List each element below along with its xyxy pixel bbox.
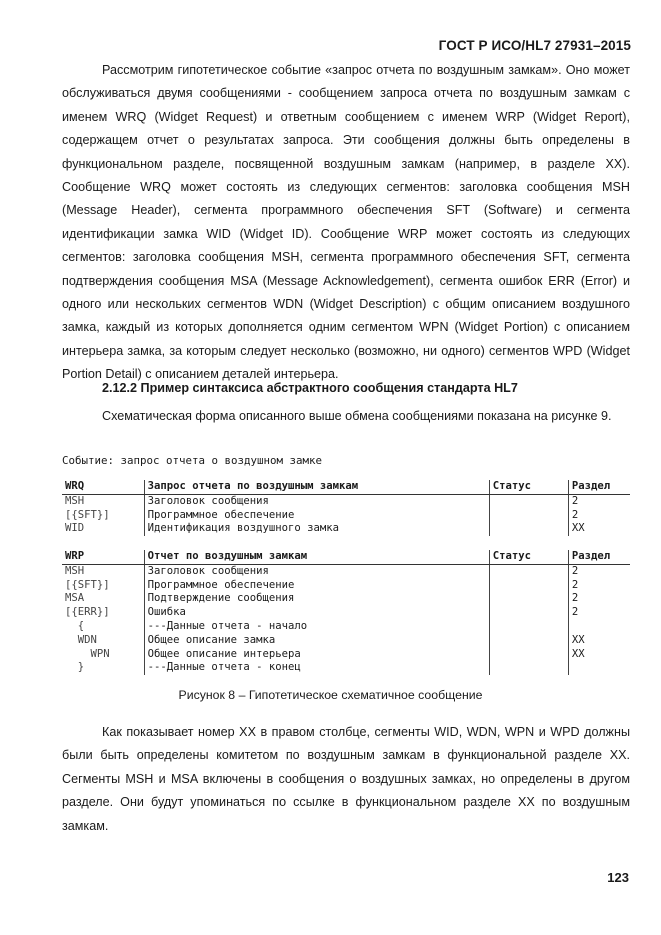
wrp-segment-table [62, 550, 630, 675]
segment-status [489, 661, 568, 675]
segment-code: MSH [65, 564, 85, 577]
segment-status [489, 620, 568, 634]
paragraph-conclusion: Как показывает номер XX в правом столбце, сегменты WID, WDN, WPN и WPD должны были быть определены комитетом по воздушным замкам в функциональной разделе XX. Сегменты MSH и MSA включены в сообщения о воздушных замках, но определены в другом разделе. Они будут упоминаться по ссылке в функциональном разделе XX по воздушным замкам. [62, 725, 630, 833]
segment-code: WDN [65, 633, 97, 646]
segment-status [489, 634, 568, 648]
segment-section: XX [568, 522, 630, 536]
segment-code: [{SFT}] [65, 578, 110, 591]
event-line: Событие: запрос отчета о воздушном замке [62, 454, 323, 467]
segment-description: Программное обеспечение [144, 579, 489, 593]
table-row [62, 592, 630, 606]
segment-status [489, 606, 568, 620]
header-cell: Раздел [568, 480, 630, 494]
segment-section: XX [568, 648, 630, 662]
segment-code: WPN [65, 647, 110, 660]
segment-code: [{ERR}] [65, 606, 110, 619]
table-row [62, 606, 630, 620]
document-header: ГОСТ Р ИСО/HL7 27931–2015 [438, 38, 631, 53]
figure-caption: Рисунок 8 – Гипотетическое схематичное сообщение [178, 688, 483, 702]
segment-description: Программное обеспечение [144, 509, 489, 523]
segment-section: 2 [568, 592, 630, 606]
section-heading: 2.12.2 Пример синтаксиса абстрактного сообщения стандарта HL7 [102, 381, 518, 395]
segment-code: MSA [65, 592, 85, 605]
segment-code: { [65, 619, 85, 632]
paragraph-intro: Рассмотрим гипотетическое событие «запрос отчета по воздушным замкам». Оно может обслуживаться двумя сообщениями - сообщением запроса отчета по воздушным замкам с именем WRQ (Widget Request) и ответным сообщением с именем WRP (Widget Report), содержащем отчет о результатах запроса. Эти сообщения должны быть определены в функциональном разделе, посвященной воздушным замкам (например, в разделе XX). Сообщение WRQ может состоять из следующих сегментов: заголовка сообщения MSH (Message Header), сегмента программного обеспечения SFT (Software) и сегмента идентификации замка WID (Widget ID). Сообщение WRP может состоять из следующих сегментов: заголовка сообщения MSH, сегмента программного обеспечения SFT, сегмента подтверждения сообщения MSA (Message Acknowledgement), сегмента ошибок ERR (Error) и одного или нескольких сегментов WDN (Widget Description) с общим описанием воздушного замка, каждый из которых дополняется одним сегментом WPN (Widget Portion) с описанием интерьера замка, за которым следует несколько (возможно, ни одного) сегментов WPD (Widget Portion Detail) с описанием деталей интерьера. [62, 63, 630, 382]
segment-description: Заголовок сообщения [144, 564, 489, 578]
wrq-segment-table [62, 480, 630, 536]
table-header-row [62, 550, 630, 564]
table-row [62, 564, 630, 578]
segment-status [489, 592, 568, 606]
table-row [62, 522, 630, 536]
table-row [62, 579, 630, 593]
table-row [62, 494, 630, 508]
header-cell: WRQ [62, 480, 144, 494]
table-row [62, 648, 630, 662]
segment-section: XX [568, 634, 630, 648]
segment-section [568, 620, 630, 634]
segment-code: WID [65, 522, 85, 535]
segment-description: Общее описание замка [144, 634, 489, 648]
table-row [62, 509, 630, 523]
segment-section: 2 [568, 509, 630, 523]
header-cell: Раздел [568, 550, 630, 564]
table-header-row [62, 480, 630, 494]
segment-description: Общее описание интерьера [144, 648, 489, 662]
segment-description: Подтверждение сообщения [144, 592, 489, 606]
table-row [62, 661, 630, 675]
table-row [62, 620, 630, 634]
table-row [62, 634, 630, 648]
segment-code: MSH [65, 494, 85, 507]
header-cell: Статус [489, 480, 568, 494]
segment-code: [{SFT}] [65, 508, 110, 521]
header-cell: Отчет по воздушным замкам [144, 550, 489, 564]
segment-section: 2 [568, 564, 630, 578]
segment-description: Ошибка [144, 606, 489, 620]
segment-description: ---Данные отчета - начало [144, 620, 489, 634]
segment-status [489, 564, 568, 578]
paragraph-figure-ref: Схематическая форма описанного выше обмена сообщениями показана на рисунке 9. [102, 409, 612, 423]
segment-section: 2 [568, 494, 630, 508]
segment-description: Заголовок сообщения [144, 494, 489, 508]
segment-status [489, 509, 568, 523]
segment-status [489, 579, 568, 593]
segment-status [489, 648, 568, 662]
header-cell: Статус [489, 550, 568, 564]
segment-status [489, 522, 568, 536]
page-number: 123 [607, 870, 629, 885]
segment-code: } [65, 661, 85, 674]
segment-description: ---Данные отчета - конец [144, 661, 489, 675]
segment-section: 2 [568, 606, 630, 620]
segment-description: Идентификация воздушного замка [144, 522, 489, 536]
header-cell: Запрос отчета по воздушным замкам [144, 480, 489, 494]
segment-section: 2 [568, 579, 630, 593]
segment-status [489, 494, 568, 508]
segment-section [568, 661, 630, 675]
header-cell: WRP [62, 550, 144, 564]
